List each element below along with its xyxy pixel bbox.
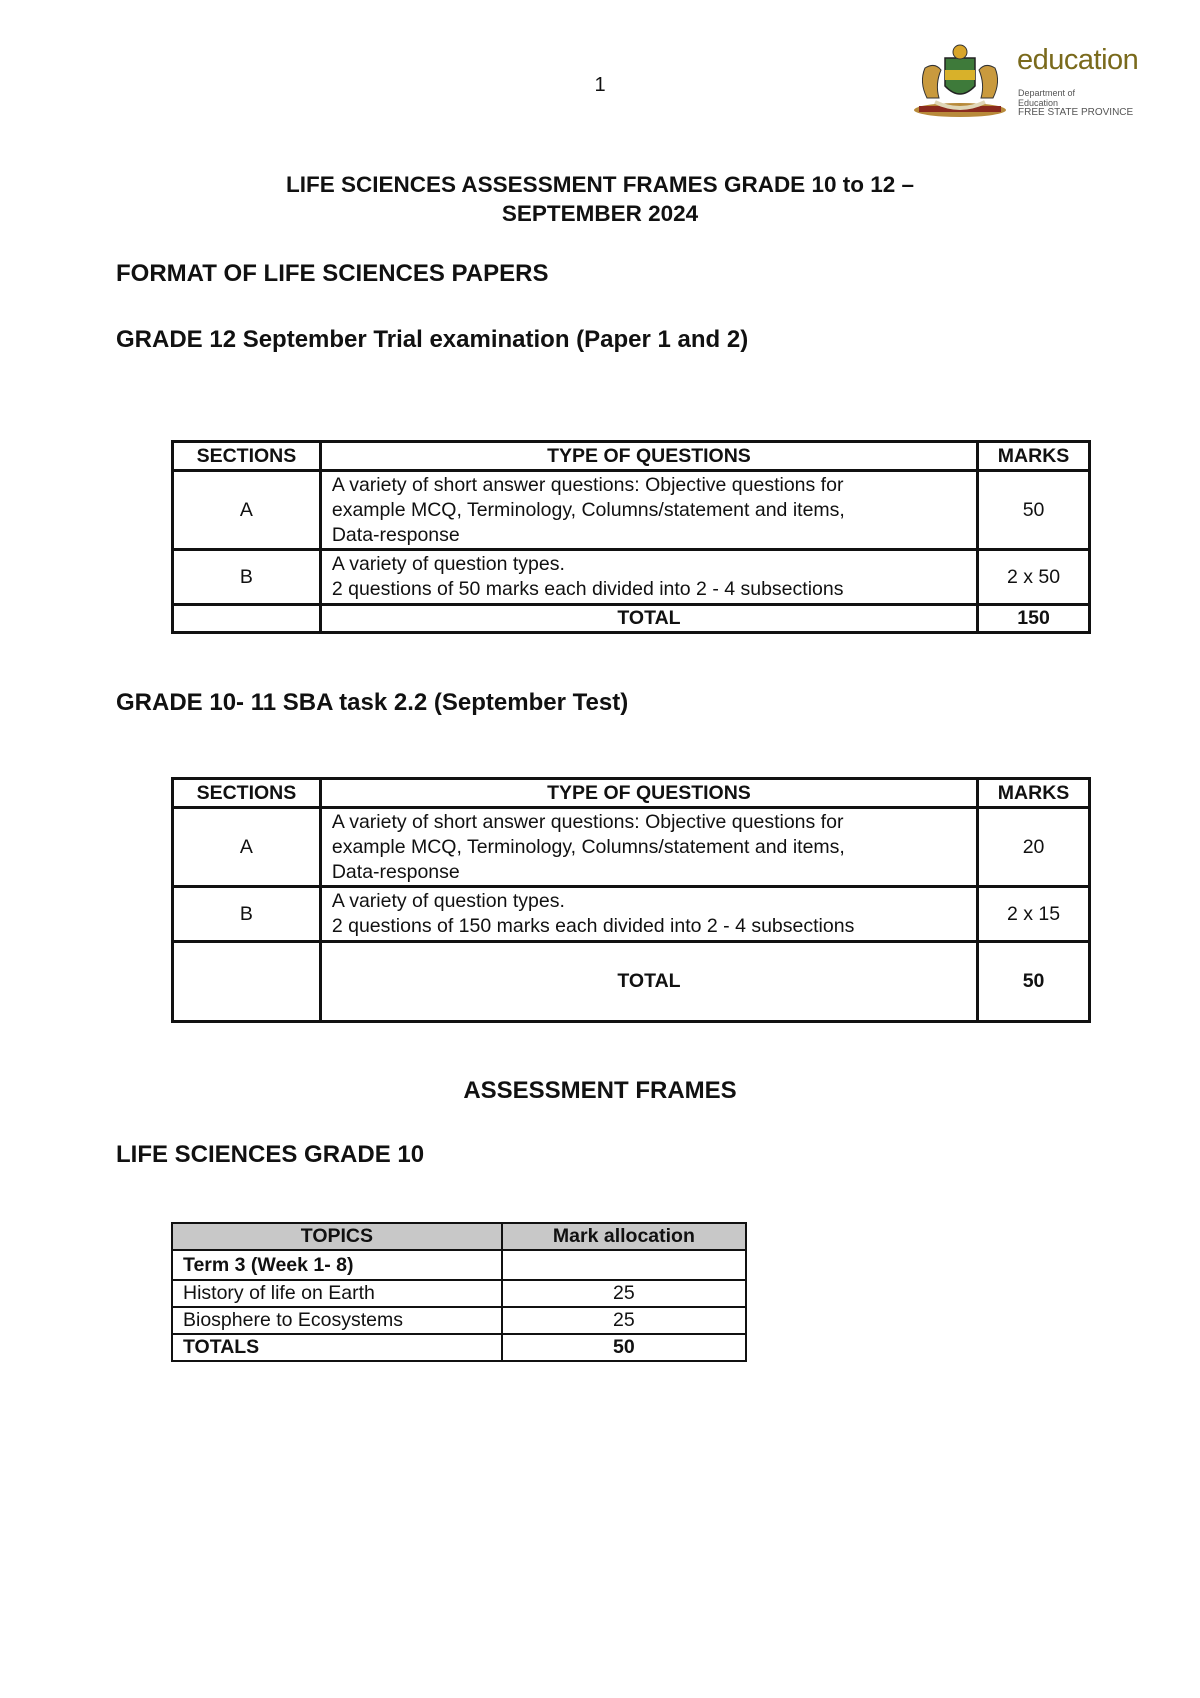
question-type-cell [320,808,977,887]
topic-cell: Biosphere to Ecosystems [172,1307,502,1334]
grade10-topics-table [171,1222,747,1362]
column-header: TOPICS [172,1223,502,1250]
format-heading: FORMAT OF LIFE SCIENCES PAPERS [116,260,549,287]
title-line-2: SEPTEMBER 2024 [501,201,699,226]
grade10-11-heading: GRADE 10- 11 SBA task 2.2 (September Test) [116,689,629,716]
column-header: SECTIONS [173,442,321,471]
document-title [0,170,1200,228]
table-row [173,887,1090,942]
topic-cell: History of life on Earth [172,1280,502,1307]
department-logo [905,40,1150,120]
marks-cell: 25 [502,1307,746,1334]
totals-label: TOTALS [172,1334,502,1361]
column-header: TYPE OF QUESTIONS [320,779,977,808]
marks-cell: 50 [978,471,1090,550]
question-type-cell [320,550,977,605]
grade10-frame-heading: LIFE SCIENCES GRADE 10 [116,1141,425,1168]
table-row [172,1280,746,1307]
total-label: TOTAL [320,605,977,633]
table-row [172,1307,746,1334]
table-row [173,808,1090,887]
marks-cell: 2 x 50 [978,550,1090,605]
column-header: TYPE OF QUESTIONS [320,442,977,471]
total-marks: 50 [978,942,1090,1022]
logo-brand-text: education [1017,44,1139,76]
empty-cell [173,942,321,1022]
grade12-heading: GRADE 12 September Trial examination (Paper 1 and 2) [116,326,749,353]
cell-line: 2 questions of 150 marks each divided into 2 - 4 subsections [331,915,855,937]
cell-line: 2 questions of 50 marks each divided into 2 - 4 subsections [331,578,844,600]
table-row [173,550,1090,605]
section-cell: A [173,808,321,887]
section-cell: B [173,887,321,942]
section-cell: B [173,550,321,605]
column-header: Mark allocation [502,1223,746,1250]
coat-of-arms-icon [905,40,1015,120]
grade12-format-table [171,440,1091,634]
table-row [173,471,1090,550]
cell-line: example MCQ, Terminology, Columns/statement and items, [331,498,845,521]
cell-line: A variety of short answer questions: Objective questions for [331,810,844,833]
question-type-cell [320,887,977,942]
column-header: MARKS [978,779,1090,808]
column-header: MARKS [978,442,1090,471]
marks-cell: 25 [502,1280,746,1307]
totals-marks: 50 [502,1334,746,1361]
logo-sub-line: Education [1018,98,1059,108]
question-type-cell [320,471,977,550]
cell-line: A variety of question types. [331,553,565,575]
term-label: Term 3 (Week 1- 8) [172,1250,502,1280]
section-cell: A [173,471,321,550]
logo-sub-line: Department of [1018,88,1076,98]
cell-line: A variety of short answer questions: Objective questions for [331,473,844,496]
marks-cell: 2 x 15 [978,887,1090,942]
empty-cell [173,605,321,633]
total-row [173,942,1090,1022]
grade10-11-format-table [171,777,1091,1023]
cell-line: A variety of question types. [331,890,565,912]
logo-sub-line: FREE STATE PROVINCE [1018,107,1134,118]
term-row [172,1250,746,1280]
empty-cell [502,1250,746,1280]
cell-line: Data-response [331,860,460,883]
total-label: TOTAL [320,942,977,1022]
total-row [173,605,1090,633]
assessment-frames-heading: ASSESSMENT FRAMES [463,1077,737,1104]
totals-row [172,1334,746,1361]
total-marks: 150 [978,605,1090,633]
title-line-1: LIFE SCIENCES ASSESSMENT FRAMES GRADE 10 to 12 – [285,172,915,197]
page-number: 1 [594,74,606,96]
cell-line: Data-response [331,523,460,546]
cell-line: example MCQ, Terminology, Columns/statement and items, [331,835,845,858]
column-header: SECTIONS [173,779,321,808]
marks-cell: 20 [978,808,1090,887]
